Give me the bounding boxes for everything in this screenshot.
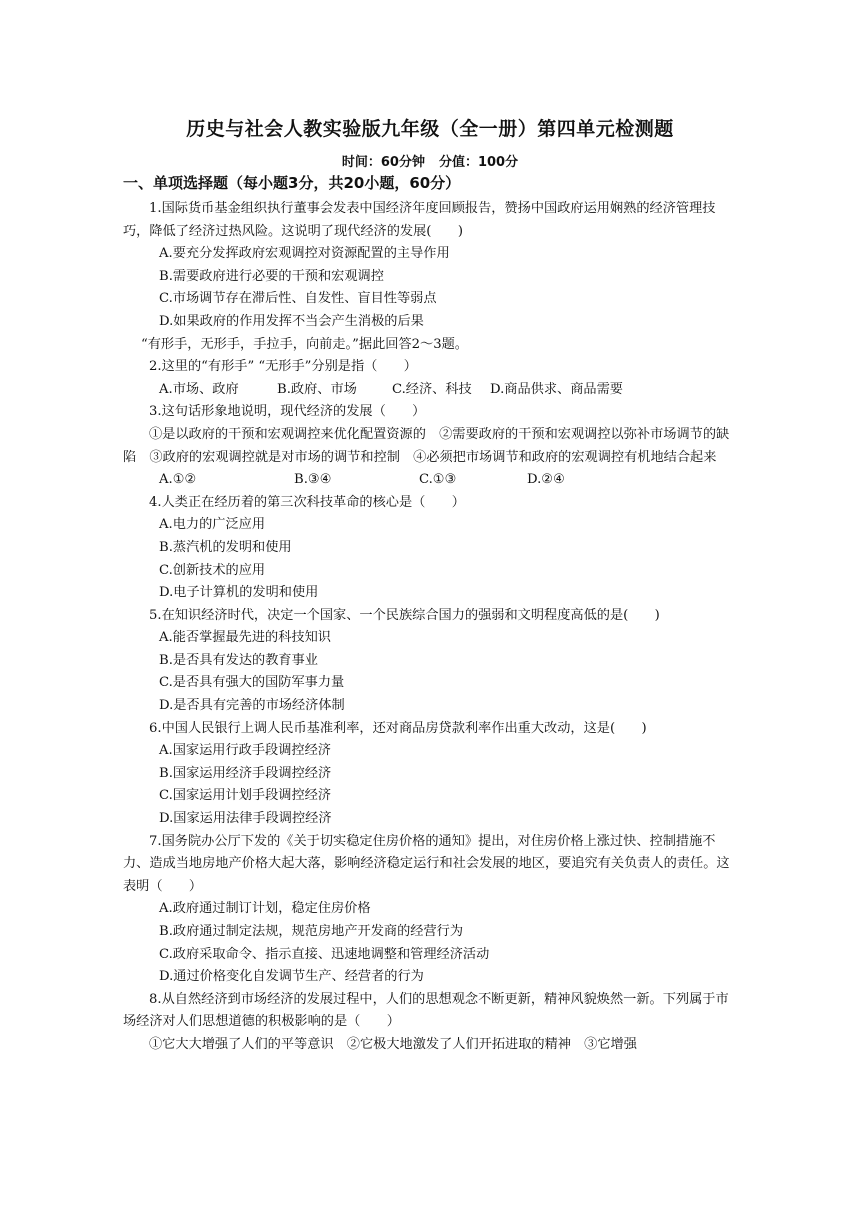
option: D.②④ bbox=[527, 472, 565, 488]
option: C.经济、科技 bbox=[392, 381, 472, 397]
option: D.电子计算机的发明和使用 bbox=[159, 585, 319, 601]
question-items: ①它大大增强了人们的平等意识 ②它极大地激发了人们开拓进取的精神 ③它增强 bbox=[149, 1036, 637, 1052]
exam-meta bbox=[0, 151, 860, 170]
question-stem: 8.从自然经济到市场经济的发展过程中，人们的思想观念不断更新，精神风貌焕然一新。下列属于市场经济对人们思想道德的积极影响的是（ ） bbox=[123, 991, 729, 1030]
option-row bbox=[123, 379, 737, 402]
option: C.是否具有强大的国防军事力量 bbox=[159, 675, 345, 691]
option: D.通过价格变化自发调节生产、经营者的行为 bbox=[159, 969, 424, 985]
option: B.③④ bbox=[294, 472, 332, 488]
question-stem: 3.这句话形象地说明，现代经济的发展（ ） bbox=[149, 404, 426, 420]
question-list bbox=[123, 198, 737, 1057]
option-row bbox=[123, 469, 737, 492]
option: B.蒸汽机的发明和使用 bbox=[159, 539, 292, 555]
option: A.①② bbox=[159, 472, 197, 488]
total-score: 分值：100分 bbox=[438, 155, 519, 170]
option: D.商品供求、商品需要 bbox=[490, 381, 623, 397]
option: B.政府、市场 bbox=[277, 381, 357, 397]
option: C.政府采取命令、指示直接、迅速地调整和管理经济活动 bbox=[159, 946, 490, 962]
time-limit: 时间：60分钟 bbox=[341, 155, 425, 170]
option: A.电力的广泛应用 bbox=[159, 517, 266, 533]
question-stem: 2.这里的“有形手” “无形手”分别是指（ ） bbox=[149, 359, 417, 375]
option: C.创新技术的应用 bbox=[159, 562, 266, 578]
question-items: ①是以政府的干预和宏观调控来优化配置资源的 ②需要政府的干预和宏观调控以弥补市场调节的缺陷 ③政府的宏观调控就是对市场的调节和控制 ④必须把市场调节和政府的宏观调控有机地结合起来 bbox=[123, 426, 730, 465]
option: A.政府通过制订计划，稳定住房价格 bbox=[159, 901, 371, 917]
material-lead: “有形手，无形手，手拉手，向前走。”据此回答2～3题。 bbox=[141, 336, 468, 352]
option: B.政府通过制定法规，规范房地产开发商的经营行为 bbox=[159, 924, 464, 939]
question-stem: 6.中国人民银行上调人民币基准利率，还对商品房贷款利率作出重大改动，这是( ) bbox=[149, 720, 647, 736]
question-stem: 7.国务院办公厅下发的《关于切实稳定住房价格的通知》提出，对住房价格上涨过快、控制措施不力、造成当地房地产价格大起大落，影响经济稳定运行和社会发展的地区，要追究有关负责人的责任。这表明（ ） bbox=[123, 833, 730, 894]
question-stem: 4.人类正在经历着的第三次科技革命的核心是（ ） bbox=[149, 494, 465, 510]
page-title: 历史与社会人教实验版九年级（全一册）第四单元检测题 bbox=[186, 118, 674, 140]
option: D.是否具有完善的市场经济体制 bbox=[159, 698, 345, 714]
option: A.要充分发挥政府宏观调控对资源配置的主导作用 bbox=[159, 246, 450, 262]
question-stem: 5.在知识经济时代，决定一个国家、一个民族综合国力的强弱和文明程度高低的是( ) bbox=[149, 607, 660, 623]
section-heading: 一、单项选择题（每小题3分，共20小题，60分） bbox=[123, 174, 461, 192]
option: C.①③ bbox=[419, 472, 457, 488]
option: C.市场调节存在滞后性、自发性、盲目性等弱点 bbox=[159, 291, 437, 307]
option: B.需要政府进行必要的干预和宏观调控 bbox=[159, 268, 384, 284]
option: B.是否具有发达的教育事业 bbox=[159, 652, 318, 668]
option: D.国家运用法律手段调控经济 bbox=[159, 811, 332, 827]
question-stem: 1.国际货币基金组织执行董事会发表中国经济年度回顾报告，赞扬中国政府运用娴熟的经济管理技巧，降低了经济过热风险。这说明了现代经济的发展( ) bbox=[123, 201, 716, 239]
option: A.国家运用行政手段调控经济 bbox=[159, 743, 331, 759]
option: D.如果政府的作用发挥不当会产生消极的后果 bbox=[159, 313, 424, 329]
option: A.市场、政府 bbox=[159, 381, 239, 397]
option: A.能否掌握最先进的科技知识 bbox=[159, 630, 331, 646]
option: C.国家运用计划手段调控经济 bbox=[159, 788, 332, 804]
option: B.国家运用经济手段调控经济 bbox=[159, 765, 332, 781]
